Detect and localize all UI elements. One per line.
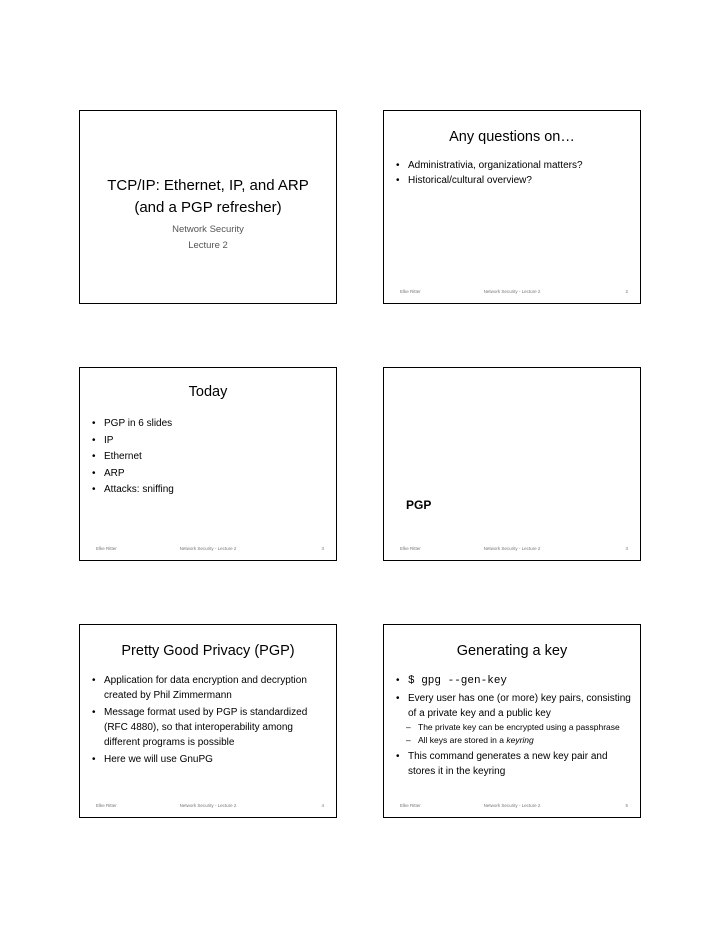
- footer-course: Network Security - Lecture 2: [179, 546, 237, 551]
- bullet-item: • ARP: [90, 466, 328, 483]
- slide-2-questions: [383, 110, 641, 304]
- slide-footer: [392, 546, 632, 554]
- slide-footer: [392, 289, 632, 297]
- slide-title: Generating a key: [456, 643, 568, 659]
- bullet-list: [394, 673, 632, 779]
- footer-author: Elke Ritter: [96, 546, 117, 551]
- cover-subtitle: [80, 222, 336, 254]
- command-text: $ gpg --gen-key: [408, 675, 508, 687]
- footer-page-number: 3: [625, 546, 628, 551]
- bullet-list: [394, 158, 632, 188]
- slide-5-pgp: [79, 624, 337, 818]
- bullet-item: • Every user has one (or more) key pairs, consisting of a private key and a public key: [394, 691, 632, 721]
- sub-bullet-item: [394, 734, 632, 747]
- cover-subtitle-line2: Lecture 2: [188, 240, 228, 251]
- section-title: PGP: [406, 498, 432, 512]
- bullet-item: • Ethernet: [90, 449, 328, 466]
- bullet-list: [90, 673, 328, 767]
- bullet-item: • Administrativia, organizational matters?: [394, 158, 632, 173]
- footer-author: Elke Ritter: [400, 546, 421, 551]
- bullet-item: • Historical/cultural overview?: [394, 173, 632, 188]
- footer-page-number: 2: [625, 289, 628, 294]
- footer-author: Elke Ritter: [400, 289, 421, 294]
- slide-title: Today: [188, 384, 228, 400]
- bullet-item: • Application for data encryption and decryption created by Phil Zimmermann: [90, 673, 328, 703]
- bullet-item: • Attacks: sniffing: [90, 482, 328, 499]
- footer-author: Elke Ritter: [400, 803, 421, 808]
- footer-course: Network Security - Lecture 2: [179, 803, 237, 808]
- footer-author: Elke Ritter: [96, 803, 117, 808]
- slide-6-generating-key: [383, 624, 641, 818]
- footer-page-number: 4: [321, 803, 324, 808]
- slide-footer: [88, 803, 328, 811]
- slide-3-today: [79, 367, 337, 561]
- bullet-item: • This command generates a new key pair and stores it in the keyring: [394, 749, 632, 779]
- slide-footer: [392, 803, 632, 811]
- cover-subtitle-line1: Network Security: [172, 224, 244, 235]
- bullet-item: • PGP in 6 slides: [90, 416, 328, 433]
- footer-course: Network Security - Lecture 2: [483, 803, 541, 808]
- bullet-item: • IP: [90, 433, 328, 450]
- cover-title-line2: (and a PGP refresher): [134, 199, 282, 216]
- slide-4-section-pgp: [383, 367, 641, 561]
- emphasis-text: keyring: [506, 735, 534, 745]
- footer-course: Network Security - Lecture 2: [483, 546, 541, 551]
- footer-page-number: 3: [321, 546, 324, 551]
- footer-course: Network Security - Lecture 2: [483, 289, 541, 294]
- slide-title: Any questions on…: [449, 129, 575, 145]
- cover-title-line1: TCP/IP: Ethernet, IP, and ARP: [107, 177, 309, 194]
- bullet-list: [90, 416, 328, 499]
- sub-bullet-item: – The private key can be encrypted using a passphrase: [394, 721, 632, 734]
- slide-1-cover: [79, 110, 337, 304]
- slide-footer: [88, 546, 328, 554]
- bullet-item: • Here we will use GnuPG: [90, 752, 328, 767]
- slide-title: Pretty Good Privacy (PGP): [121, 643, 295, 659]
- cover-title: [80, 175, 336, 219]
- bullet-item: • Message format used by PGP is standardized (RFC 4880), so that interoperability among different programs is possible: [90, 705, 328, 750]
- sub-bullet-text: All keys are stored in a: [418, 735, 507, 745]
- bullet-item: [394, 673, 632, 689]
- footer-page-number: 5: [625, 803, 628, 808]
